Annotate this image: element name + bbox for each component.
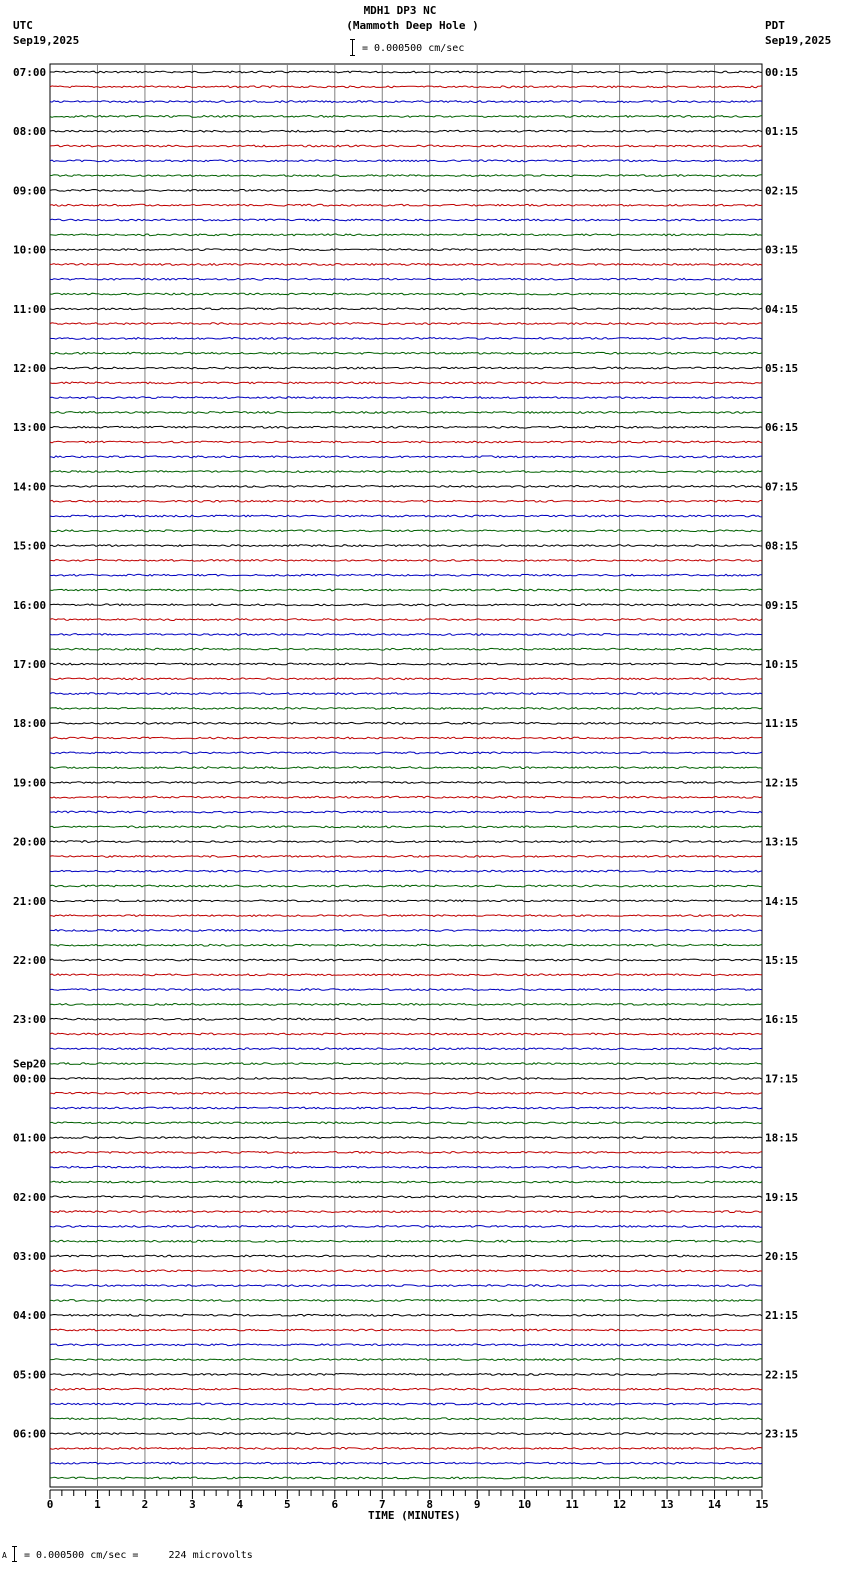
trace-line (50, 1403, 762, 1405)
right-timezone: PDT (765, 19, 785, 32)
right-hour-label: 02:15 (765, 184, 799, 198)
trace-line (50, 1329, 762, 1331)
right-hour-label: 05:15 (765, 362, 799, 375)
x-tick-label: 7 (378, 1498, 386, 1511)
right-hour-label: 08:15 (765, 539, 799, 553)
trace-line (50, 1092, 762, 1094)
left-hour-label: 19:00 (13, 776, 47, 790)
left-hour-label: 14:00 (13, 480, 47, 494)
right-hour-label: 04:15 (765, 302, 799, 316)
left-hour-label: 08:00 (13, 125, 47, 139)
x-tick-label: 12 (612, 1498, 627, 1511)
trace-line (50, 397, 762, 399)
x-axis-label: TIME (MINUTES) (368, 1509, 461, 1522)
x-tick-label: 11 (565, 1498, 579, 1511)
right-hour-label: 21:15 (765, 1309, 799, 1323)
trace-line (50, 1211, 762, 1213)
trace-line (50, 1462, 762, 1464)
trace-line (50, 841, 762, 843)
left-hour-label: 20:00 (13, 835, 47, 849)
trace-line (50, 959, 762, 961)
trace-line (50, 382, 762, 384)
trace-line (50, 219, 762, 221)
trace-line (50, 1270, 762, 1272)
left-hour-label: 18:00 (13, 717, 47, 731)
trace-line (50, 648, 762, 650)
trace-line (50, 1196, 762, 1198)
left-hour-label: 02:00 (13, 1190, 47, 1204)
trace-line (50, 426, 762, 428)
x-tick-label: 14 (707, 1498, 722, 1511)
x-tick-label: 2 (141, 1498, 149, 1511)
right-hour-label: 01:15 (765, 125, 799, 139)
trace-line (50, 989, 762, 991)
trace-line (50, 1166, 762, 1168)
trace-line (50, 796, 762, 798)
trace-line (50, 678, 762, 680)
trace-line (50, 545, 762, 547)
right-hour-label: 15:15 (765, 954, 799, 967)
left-hour-label: 01:00 (13, 1131, 47, 1145)
station-title: MDH1 DP3 NC (363, 4, 437, 17)
left-hour-label: 22:00 (13, 954, 47, 967)
trace-line (50, 204, 762, 206)
trace-line (50, 278, 762, 280)
trace-line (50, 1388, 762, 1390)
right-hour-label: 14:15 (765, 894, 799, 908)
trace-line (50, 1078, 762, 1080)
station-location: (Mammoth Deep Hole ) (346, 19, 479, 32)
x-tick-label: 1 (94, 1498, 101, 1511)
left-hour-label: 07:00 (13, 66, 47, 79)
left-hour-label: 17:00 (13, 658, 47, 671)
x-tick-label: 13 (660, 1498, 674, 1511)
right-hour-label: 06:15 (765, 421, 799, 435)
trace-line (50, 338, 762, 340)
trace-line (50, 471, 762, 473)
trace-line (50, 486, 762, 488)
trace-line (50, 234, 762, 236)
trace-line (50, 500, 762, 502)
trace-line (50, 663, 762, 665)
right-hour-label: 19:15 (765, 1190, 799, 1204)
trace-line (50, 782, 762, 784)
trace-line (50, 1122, 762, 1124)
trace-line (50, 856, 762, 858)
trace-line (50, 1240, 762, 1242)
trace-line (50, 145, 762, 147)
trace-line (50, 1033, 762, 1035)
right-hour-label: 13:15 (765, 835, 799, 849)
trace-line (50, 190, 762, 192)
trace-line (50, 1359, 762, 1361)
right-hour-label: 16:15 (765, 1013, 799, 1027)
left-hour-label: 05:00 (13, 1368, 47, 1382)
footer-scale-bar-icon (12, 1546, 17, 1562)
right-hour-label: 11:15 (765, 717, 799, 731)
trace-line (50, 323, 762, 325)
left-hour-label: 13:00 (13, 421, 47, 435)
scale-label: = 0.000500 cm/sec (362, 43, 465, 54)
left-timezone: UTC (13, 19, 33, 32)
trace-line (50, 367, 762, 369)
trace-line (50, 885, 762, 887)
trace-line (50, 619, 762, 621)
trace-line (50, 604, 762, 606)
x-tick-label: 6 (331, 1498, 339, 1511)
trace-line (50, 944, 762, 946)
trace-line (50, 1344, 762, 1346)
left-hour-label: 00:00 (13, 1072, 47, 1086)
plot-frame (50, 64, 762, 1487)
trace-line (50, 1418, 762, 1420)
trace-line (50, 1477, 762, 1479)
x-tick-label: 10 (518, 1498, 532, 1511)
trace-line (50, 870, 762, 872)
trace-line (50, 456, 762, 458)
x-tick-label: 3 (189, 1498, 196, 1511)
right-hour-label: 17:15 (765, 1072, 799, 1086)
trace-line (50, 930, 762, 932)
trace-line (50, 826, 762, 828)
trace-line (50, 1226, 762, 1228)
footer-scale-label: = 0.000500 cm/sec = 224 microvolts (24, 1550, 253, 1561)
trace-line (50, 752, 762, 754)
left-date: Sep19,2025 (13, 34, 80, 47)
trace-line (50, 352, 762, 354)
x-tick-label: 4 (236, 1498, 244, 1511)
left-hour-label: 04:00 (13, 1309, 47, 1323)
trace-line (50, 634, 762, 636)
trace-line (50, 1004, 762, 1006)
trace-line (50, 101, 762, 103)
trace-line (50, 1448, 762, 1450)
left-hour-label: 10:00 (13, 243, 47, 257)
trace-line (50, 264, 762, 266)
trace-line (50, 574, 762, 576)
trace-line (50, 530, 762, 532)
right-hour-label: 12:15 (765, 776, 799, 790)
trace-line (50, 1152, 762, 1154)
trace-line (50, 175, 762, 177)
x-tick-label: 9 (473, 1498, 481, 1511)
x-tick-label: 5 (284, 1498, 291, 1511)
trace-line (50, 1181, 762, 1183)
trace-line (50, 1300, 762, 1302)
right-hour-label: 00:15 (765, 66, 799, 79)
trace-line (50, 811, 762, 813)
trace-line (50, 1314, 762, 1316)
left-hour-label: 06:00 (13, 1427, 47, 1441)
day-change-label: Sep20 (13, 1057, 47, 1071)
trace-line (50, 293, 762, 295)
trace-line (50, 693, 762, 695)
trace-line (50, 1048, 762, 1050)
x-tick-label: 0 (46, 1498, 54, 1511)
right-hour-label: 10:15 (765, 658, 799, 671)
right-hour-label: 22:15 (765, 1368, 799, 1382)
trace-line (50, 589, 762, 591)
trace-line (50, 116, 762, 118)
trace-line (50, 308, 762, 310)
x-tick-label: 8 (426, 1498, 434, 1511)
footer-prefix: A (2, 1551, 7, 1560)
trace-line (50, 1107, 762, 1109)
trace-line (50, 915, 762, 917)
trace-line (50, 515, 762, 517)
right-hour-label: 09:15 (765, 598, 799, 612)
trace-line (50, 1063, 762, 1065)
left-hour-label: 15:00 (13, 539, 47, 553)
right-date: Sep19,2025 (765, 34, 832, 47)
left-hour-label: 09:00 (13, 184, 47, 198)
right-hour-label: 18:15 (765, 1131, 799, 1145)
x-tick-label: 15 (755, 1498, 769, 1511)
right-hour-label: 20:15 (765, 1250, 799, 1263)
left-hour-label: 11:00 (13, 302, 47, 316)
trace-line (50, 71, 762, 73)
trace-line (50, 412, 762, 414)
trace-line (50, 1018, 762, 1020)
right-hour-label: 23:15 (765, 1427, 799, 1441)
trace-line (50, 1285, 762, 1287)
trace-line (50, 767, 762, 769)
trace-line (50, 737, 762, 739)
trace-line (50, 249, 762, 251)
left-hour-label: 16:00 (13, 598, 47, 612)
trace-line (50, 1374, 762, 1376)
left-hour-label: 12:00 (13, 362, 47, 375)
trace-line (50, 560, 762, 562)
trace-line (50, 900, 762, 902)
trace-line (50, 1433, 762, 1435)
trace-line (50, 1137, 762, 1139)
trace-line (50, 722, 762, 724)
left-hour-label: 03:00 (13, 1250, 47, 1263)
trace-line (50, 708, 762, 710)
left-hour-label: 21:00 (13, 894, 47, 908)
trace-line (50, 974, 762, 976)
trace-line (50, 441, 762, 443)
trace-line (50, 1255, 762, 1257)
left-hour-label: 23:00 (13, 1013, 47, 1027)
right-hour-label: 07:15 (765, 480, 799, 494)
trace-line (50, 86, 762, 88)
trace-line (50, 130, 762, 132)
right-hour-label: 03:15 (765, 243, 799, 257)
trace-line (50, 160, 762, 162)
